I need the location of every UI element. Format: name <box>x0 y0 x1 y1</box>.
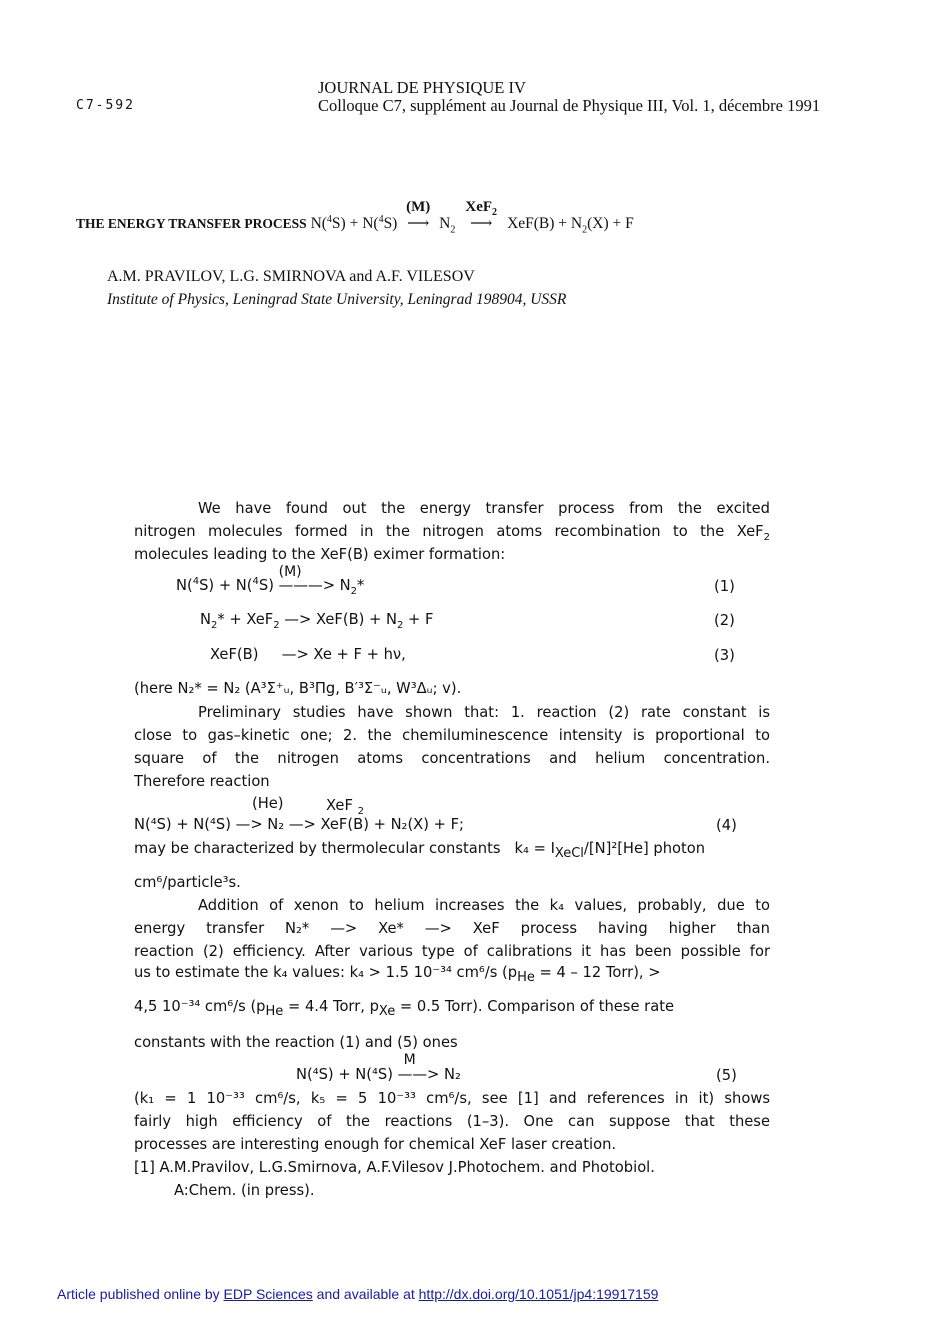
para4-line-3: reaction (2) efficiency. After various type of calibrations it has been possible for <box>134 943 770 960</box>
para4-line-4: us to estimate the k₄ values: k₄ > 1.5 10⁻³⁴ cm⁶/s ($p_{He} = 4 - 12$ Torr), > <box>134 964 661 985</box>
equation-4-number: (4) <box>716 817 737 834</box>
para4-line-2: energy transfer N₂* —> Xe* —> XeF process having higher than <box>134 920 770 937</box>
authors: A.M. PRAVILOV, L.G. SMIRNOVA and A.F. VILESOV <box>107 268 475 285</box>
equation-5-number: (5) <box>716 1067 737 1084</box>
equation-1-number: (1) <box>714 578 735 595</box>
para3-line-2: cm⁶/particle³s. <box>134 874 241 891</box>
intro-line-1: We have found out the energy transfer process from the excited <box>198 500 770 517</box>
eq4-over-he: (He) <box>252 795 284 812</box>
equation-2-number: (2) <box>714 612 735 629</box>
eq4-over-xef: XeF $_2$ <box>326 797 364 817</box>
paper-title: THE ENERGY TRANSFER PROCESS N($^4$S) + N($^4$S) (M) ⟶ $N_2$ XeF$_2$ ⟶ $XeF(B) + N_2(X) + F$ <box>76 199 634 236</box>
equation-2: $N_2* + XeF_2$ —> $XeF(B) + N_2 + F$ <box>200 611 434 631</box>
colloque-line: Colloque C7, supplément au Journal de Physique III, Vol. 1, décembre 1991 <box>318 96 821 115</box>
title-caps: THE ENERGY TRANSFER PROCESS <box>76 216 307 232</box>
here-definition: (here N₂* = N₂ (A³Σ⁺ᵤ, B³Πg, B′³Σ⁻ᵤ, W³Δᵤ; v). <box>134 680 462 697</box>
para3-line-1: may be characterized by thermolecular constants $k_4 = I_{XeCl}/[N]^2[He]$ photon <box>134 840 706 861</box>
reference-1: [1] A.M.Pravilov, L.G.Smirnova, A.F.Vilesov J.Photochem. and Photobiol. <box>134 1159 655 1176</box>
para4-line-5: 4,5 10⁻³⁴ cm⁶/s ($p_{He} = 4.4$ Torr, $p_{Xe} = 0.5$ Torr). Comparison of these rate <box>134 998 674 1019</box>
publication-footer: Article published online by EDP Sciences and available at http://dx.doi.org/10.1051/jp4:19917159 <box>57 1286 659 1302</box>
para5-line-3: processes are interesting enough for chemical XeF laser creation. <box>134 1136 617 1153</box>
para2-line-1: Preliminary studies have shown that: 1. reaction (2) rate constant is <box>198 704 770 721</box>
para4-line-6: constants with the reaction (1) and (5) ones <box>134 1034 458 1051</box>
equation-3: XeF(B) —> Xe + F + hν, <box>210 646 406 663</box>
para2-line-3: square of the nitrogen atoms concentrations and helium concentration. <box>134 750 770 767</box>
para2-line-4: Therefore reaction <box>134 773 270 790</box>
title-arrow-xef2: XeF$_2$ ⟶ <box>465 199 498 233</box>
journal-name: JOURNAL DE PHYSIQUE IV <box>318 78 526 97</box>
title-arrow-m: (M) ⟶ <box>406 199 431 233</box>
reference-1-cont: A:Chem. (in press). <box>174 1182 315 1199</box>
intro-line-3: molecules leading to the XeF(B) eximer formation: <box>134 546 506 563</box>
doi-link[interactable]: http://dx.doi.org/10.1051/jp4:19917159 <box>418 1286 659 1302</box>
equation-3-number: (3) <box>714 647 735 664</box>
page-number: C7-592 <box>76 98 135 113</box>
equation-4: N(⁴S) + N(⁴S) —> N₂ —> XeF(B) + N₂(X) + F; <box>134 816 465 833</box>
para5-line-2: fairly high efficiency of the reactions (1–3). One can suppose that these <box>134 1113 770 1130</box>
affiliation: Institute of Physics, Leningrad State University, Leningrad 198904, USSR <box>107 291 567 308</box>
edp-sciences-link[interactable]: EDP Sciences <box>223 1286 313 1302</box>
equation-5: N(⁴S) + N(⁴S) M ——> N₂ <box>296 1052 461 1083</box>
equation-1: N($^4$S) + N($^4$S) (M) ———> $N_2*$ <box>176 563 365 597</box>
para5-line-1: (k₁ = 1 10⁻³³ cm⁶/s, k₅ = 5 10⁻³³ cm⁶/s, see [1] and references in it) shows <box>134 1090 770 1107</box>
intro-line-2: nitrogen molecules formed in the nitrogen atoms recombination to the XeF$_2$ <box>134 523 770 543</box>
para2-line-2: close to gas–kinetic one; 2. the chemiluminescence intensity is proportional to <box>134 727 770 744</box>
para4-line-1: Addition of xenon to helium increases the k₄ values, probably, due to <box>198 897 770 914</box>
